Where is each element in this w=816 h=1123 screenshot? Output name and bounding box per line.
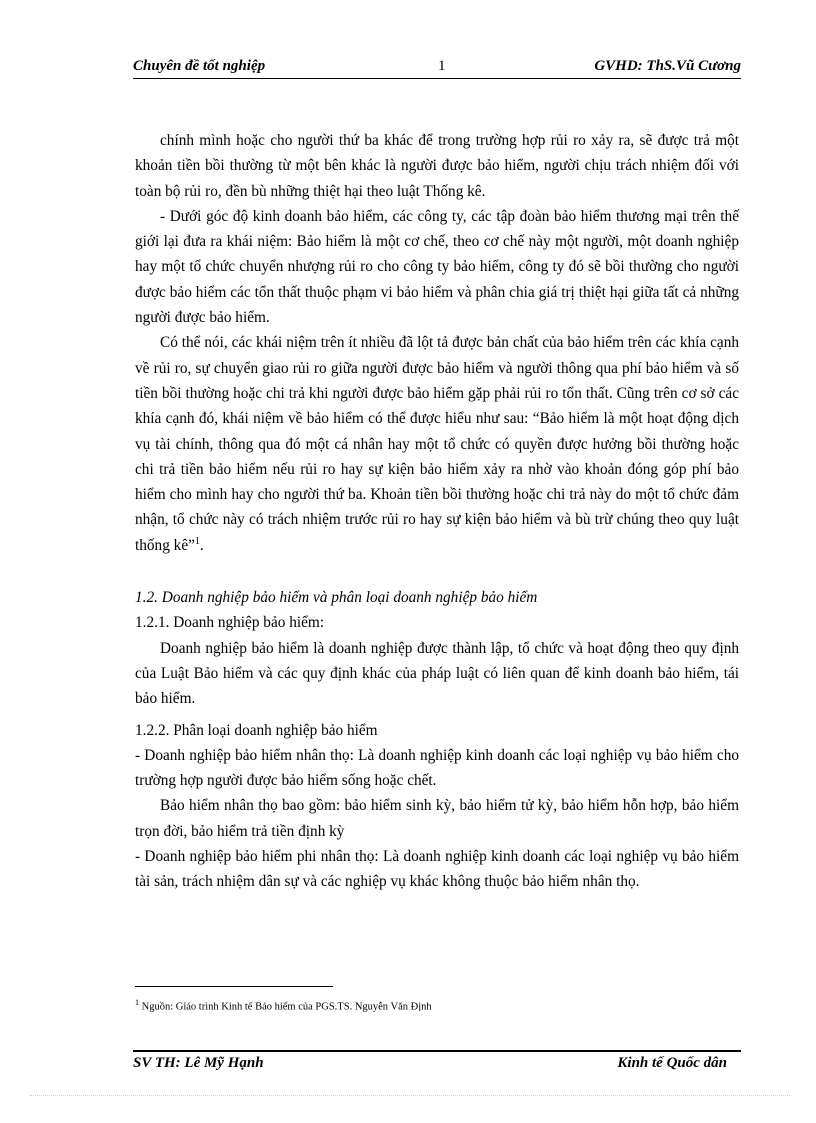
footnote-text: Nguồn: Giáo trình Kinh tế Bảo hiểm của PGS.TS. Nguyễn Văn Định — [141, 1001, 432, 1013]
page-footer — [133, 1055, 741, 1077]
paragraph-6: Bảo hiểm nhân thọ bao gồm: bảo hiểm sinh kỳ, bảo hiểm tử kỳ, bảo hiểm hỗn hợp, bảo hiểm trọn đời, bảo hiểm trả tiền định kỳ — [135, 797, 739, 840]
footnote-rule — [135, 986, 333, 987]
subsection-title-2: 1.2.2. Phân loại doanh nghiệp bảo hiểm — [135, 721, 378, 739]
paragraph-2: - Dưới góc độ kinh doanh bảo hiểm, các công ty, các tập đoàn bảo hiểm thương mại trên thế giới lại đưa ra khái niệm: Bảo hiểm là một cơ chế, theo cơ chế này một người, một doanh nghiệp hay một tổ chức chuyển nhượng rủi ro cho công ty bảo hiểm, công ty đó sẽ bồi thường cho người được bảo hiểm các tổn thất thuộc phạm vi bảo hiểm và phân chia giá trị thiệt hại giữa tất cả những người được bảo hiểm. — [135, 207, 739, 327]
paragraph-4: Doanh nghiệp bảo hiểm là doanh nghiệp được thành lập, tổ chức và hoạt động theo quy định của Luật Bảo hiểm và các quy định khác của pháp luật có liên quan để kinh doanh bảo hiểm, tái bảo hiểm. — [135, 639, 739, 708]
header-supervisor: GVHD: ThS.Vũ Cương — [594, 58, 741, 74]
page-bottom-divider — [30, 1095, 790, 1096]
section-title: 1.2. Doanh nghiệp bảo hiểm và phân loại doanh nghiệp bảo hiểm — [135, 589, 538, 607]
footer-university: Kinh tế Quốc dân — [617, 1055, 727, 1071]
footer-student: SV TH: Lê Mỹ Hạnh — [133, 1055, 264, 1071]
paragraph-7: - Doanh nghiệp bảo hiểm phi nhân thọ: Là doanh nghiệp kinh doanh các loại nghiệp vụ bảo hiểm tài sản, trách nhiệm dân sự và các nghiệp vụ khác không thuộc bảo hiểm nhân thọ. — [135, 848, 739, 891]
footnote-reference[interactable]: 1 — [194, 535, 200, 547]
body-text — [135, 128, 739, 895]
page-number: 1 — [438, 58, 446, 74]
header-rule — [133, 78, 741, 79]
paragraph-3-text: Có thể nói, các khái niệm trên ít nhiều đã lột tả được bản chất của bảo hiểm trên các khía cạnh về rủi ro, sự chuyển giao rủi ro giữa người được bảo hiểm và người thông qua phí bảo hiểm và số tiền bồi thường hoặc chi trả khi người được bảo hiểm gặp phải rủi ro tổn thất. Cũng trên cơ sở các khía cạnh đó, khái niệm về bảo hiểm có thể được hiểu như sau: “Bảo hiểm là một hoạt động dịch vụ tài chính, thông qua đó một cá nhân hay một tổ chức có quyền được hưởng bồi thường hoặc chi trả tiền bảo hiểm nếu rủi ro hay sự kiện bảo hiểm xảy ra nhờ vào khoản đóng góp phí bảo hiểm cho mình hay cho người thứ ba. Khoản tiền bồi thường hoặc chi trả này do một tổ chức đảm nhận, tổ chức này có trách nhiệm trước rủi ro hay sự kiện bảo hiểm và bù trừ chúng theo quy luật thống kê” — [135, 334, 739, 554]
paragraph-1: chính mình hoặc cho người thứ ba khác để trong trường hợp rủi ro xảy ra, sẽ được trả một khoản tiền bồi thường từ một bên khác là người được bảo hiểm, người chịu trách nhiệm đối với toàn bộ rủi ro, đền bù những thiệt hại theo luật Thống kê. — [135, 132, 739, 200]
page-header — [133, 58, 741, 80]
paragraph-5: - Doanh nghiệp bảo hiểm nhân thọ: Là doanh nghiệp kinh doanh các loại nghiệp vụ bảo hiểm cho trường hợp người được bảo hiểm sống hoặc chết. — [135, 746, 739, 790]
footnote-marker: 1 — [135, 998, 139, 1007]
paragraph-3: Có thể nói, các khái niệm trên ít nhiều đã lột tả được bản chất của bảo hiểm trên các khía cạnh về rủi ro, sự chuyển giao rủi ro giữa người được bảo hiểm và người thông qua phí bảo hiểm và số tiền bồi thường hoặc chi trả khi người được bảo hiểm gặp phải rủi ro tổn thất. Cũng trên cơ sở các khía cạnh đó, khái niệm về bảo hiểm có thể được hiểu như sau: “Bảo hiểm là một hoạt động dịch vụ tài chính, thông qua đó một cá nhân hay một tổ chức có quyền được hưởng bồi thường hoặc chi trả tiền bảo hiểm nếu rủi ro hay sự kiện bảo hiểm xảy ra nhờ vào khoản đóng góp phí bảo hiểm cho mình hay cho người thứ ba. Khoản tiền bồi thường hoặc chi trả này do một tổ chức đảm nhận, tổ chức này có trách nhiệm trước rủi ro hay sự kiện bảo hiểm và bù trừ chúng theo quy luật thống kê”$^1$. — [135, 334, 739, 554]
footer-rule — [133, 1050, 741, 1052]
subsection-title-1: 1.2.1. Doanh nghiệp bảo hiểm: — [135, 614, 325, 632]
footnote — [135, 996, 432, 1015]
header-title: Chuyên đề tốt nghiệp — [133, 58, 266, 74]
